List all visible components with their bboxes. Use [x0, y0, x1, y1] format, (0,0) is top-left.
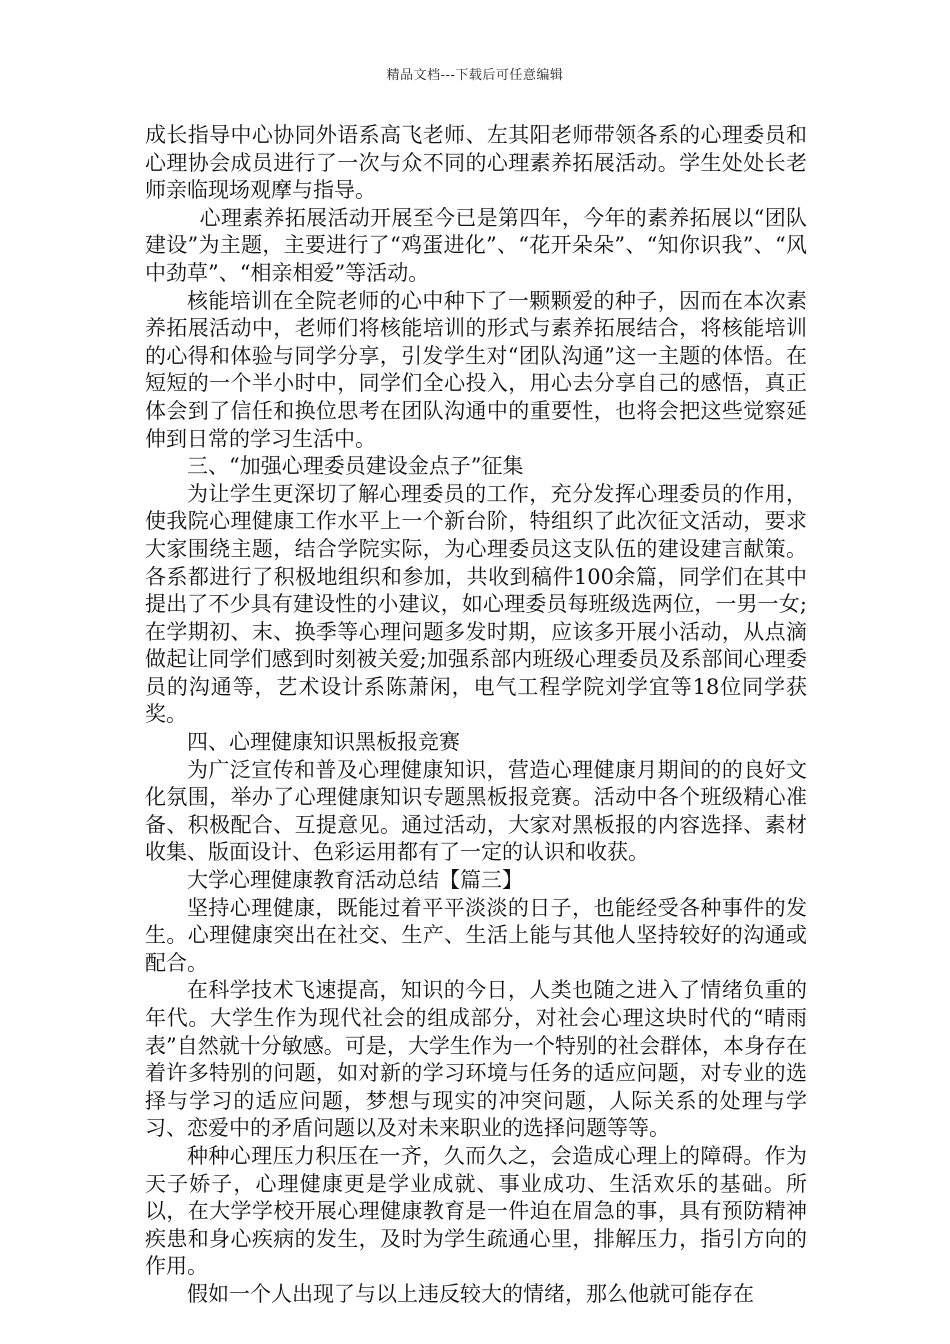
- page-header: 精品文档---下载后可任意编辑: [386, 68, 564, 83]
- paragraph: 成长指导中心协同外语系高飞老师、左其阳老师带领各系的心理委员和心理协会成员进行了一次与众不同的心理素养拓展活动。学生处处长老师亲临现场观摩与指导。: [145, 123, 807, 203]
- paragraph: 种种心理压力积压在一齐，久而久之，会造成心理上的障碍。作为天子娇子，心理健康更是学业成就、事业成功、生活欢乐的基础。所以，在大学学校开展心理健康教育是一件迫在眉急的事，具有预防精神疾患和身心疾病的发生，及时为学生疏通心里，排解压力，指引方向的作用。: [145, 1143, 807, 1279]
- paragraph: 在科学技术飞速提高，知识的今日，人类也随之进入了情绪负重的年代。大学生作为现代社会的组成部分，对社会心理这块时代的“晴雨表”自然就十分敏感。可是，大学生作为一个特别的社会群体，本身存在着许多特别的问题，如对新的学习环境与任务的适应问题，对专业的选择与学习的适应问题，梦想与现实的冲突问题，人际关系的处理与学习、恋爱中的矛盾问题以及对未来职业的选择问题等等。: [145, 978, 807, 1141]
- paragraph: 为广泛宣传和普及心理健康知识，营造心理健康月期间的的良好文化氛围，举办了心理健康知识专题黑板报竞赛。活动中各个班级精心准备、积极配合、互提意见。通过活动，大家对黑板报的内容选择、素材收集、版面设计、色彩运用都有了一定的认识和收获。: [145, 757, 807, 865]
- document-body: [145, 122, 807, 1309]
- article-title: 大学心理健康教育活动总结【篇三】: [187, 868, 523, 893]
- paragraph: 为让学生更深切了解心理委员的工作，充分发挥心理委员的作用，使我院心理健康工作水平上一个新台阶，特组织了此次征文活动，要求大家围绕主题，结合学院实际，为心理委员这支队伍的建设建言献策。各系都进行了积极地组织和参加，共收到稿件100余篇，同学们在其中提出了不少具有建设性的小建议，如心理委员每班级选两位，一男一女;在学期初、末、换季等心理问题多发时期，应该多开展小活动，从点滴做起让同学们感到时刻被关爱;加强系部内班级心理委员及系部间心理委员的沟通等，艺术设计系陈萧闲，电气工程学院刘学宜等18位同学获奖。: [145, 481, 807, 727]
- paragraph: 假如一个人出现了与以上违反较大的情绪，那么他就可能存在: [187, 1281, 754, 1306]
- section-heading: 四、心理健康知识黑板报竞赛: [187, 730, 460, 755]
- paragraph: 坚持心理健康，既能过着平平淡淡的日子，也能经受各种事件的发生。心理健康突出在社交、生产、生活上能与其他人坚持较好的沟通或配合。: [145, 895, 807, 975]
- section-heading: 三、“加强心理委员建设金点子”征集: [187, 454, 524, 479]
- paragraph: 核能培训在全院老师的心中种下了一颗颗爱的种子，因而在本次素养拓展活动中，老师们将核能培训的形式与素养拓展结合，将核能培训的心得和体验与同学分享，引发学生对“团队沟通”这一主题的体悟。在短短的一个半小时中，同学们全心投入，用心去分享自己的感悟，真正体会到了信任和换位思考在团队沟通中的重要性，也将会把这些觉察延伸到日常的学习生活中。: [145, 288, 807, 451]
- paragraph: 心理素养拓展活动开展至今已是第四年，今年的素养拓展以“团队建设”为主题，主要进行了“鸡蛋进化”、“花开朵朵”、“知你识我”、“风中劲草”、“相亲相爱”等活动。: [145, 205, 807, 285]
